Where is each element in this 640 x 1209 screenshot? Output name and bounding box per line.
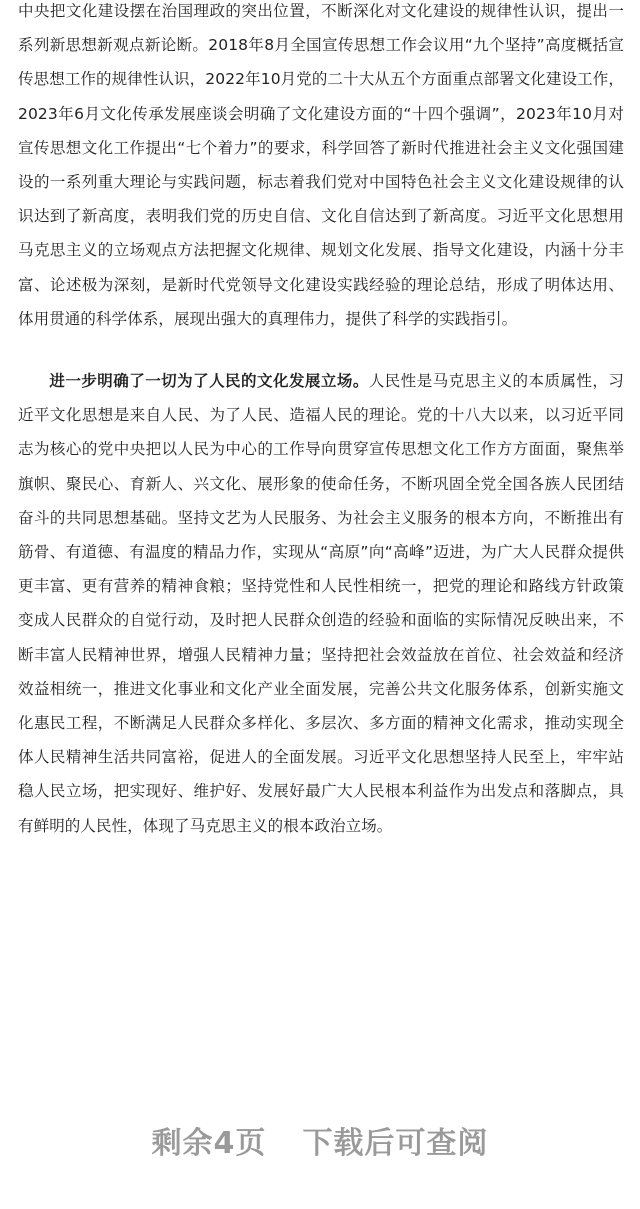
paragraph-2-text: 人民性是马克思主义的本质属性，习近平文化思想是来自人民、为了人民、造福人民的理论。党的十八大以来，以习近平同志为核心的党中央把以人民为中心的工作导向贯穿宣传思想文化工作方方面面，聚焦举旗帜、聚民心、育新人、兴文化、展形象的使命任务，不断巩固全党全国各族人民团结奋斗的共同思想基础。坚持文艺为人民服务、为社会主义服务的根本方向，不断推出有筋骨、有道德、有温度的精品力作，实现从“高原”向“高峰”迈进，为广大人民群众提供更丰富、更有营养的精神食粮；坚持党性和人民性相统一，把党的理论和路线方针政策变成人民群众的自觉行动，及时把人民群众创造的经验和面临的实际情况反映出来，不断丰富人民精神世界，增强人民精神力量；坚持把社会效益放在首位、社会效益和经济效益相统一，推进文化事业和文化产业全面发展，完善公共文化服务体系，创新实施文化惠民工程，不断满足人民群众多样化、多层次、多方面的精神文化需求，推动实现全体人民精神生活共同富裕，促进人的全面发展。习近平文化思想坚持人民至上，牢牢站稳人民立场，把实现好、维护好、发展好最广大人民根本利益作为出发点和落脚点，具有鲜明的人民性，体现了马克思主义的根本政治立场。 — [18, 372, 624, 835]
paragraph-1 — [18, 0, 624, 336]
document-body — [18, 0, 624, 843]
download-to-read-label: 下载后可查阅 — [302, 1126, 489, 1161]
download-prompt-banner[interactable] — [0, 1118, 640, 1162]
paragraph-2-lead-heading: 进一步明确了一切为了人民的文化发展立场。 — [49, 372, 369, 391]
paragraph-2 — [18, 364, 624, 843]
remaining-pages-label: 剩余4页 — [151, 1126, 267, 1161]
paragraph-1-text: 中央把文化建设摆在治国理政的突出位置，不断深化对文化建设的规律性认识，提出一系列新思想新观点新论断。2018年8月全国宣传思想工作会议用“九个坚持”高度概括宣传思想工作的规律性认识，2022年10月党的二十大从五个方面重点部署文化建设工作，2023年6月文化传承发展座谈会明确了文化建设方面的“十四个强调”，2023年10月对宣传思想文化工作提出“七个着力”的要求，科学回答了新时代推进社会主义文化强国建设的一系列重大理论与实践问题，标志着我们党对中国特色社会主义文化建设规律的认识达到了新高度，表明我们党的历史自信、文化自信达到了新高度。习近平文化思想用马克思主义的立场观点方法把握文化规律、规划文化发展、指导文化建设，内涵十分丰富、论述极为深刻，是新时代党领导文化建设实践经验的理论总结，形成了明体达用、体用贯通的科学体系，展现出强大的真理伟力，提供了科学的实践指引。 — [18, 2, 624, 328]
